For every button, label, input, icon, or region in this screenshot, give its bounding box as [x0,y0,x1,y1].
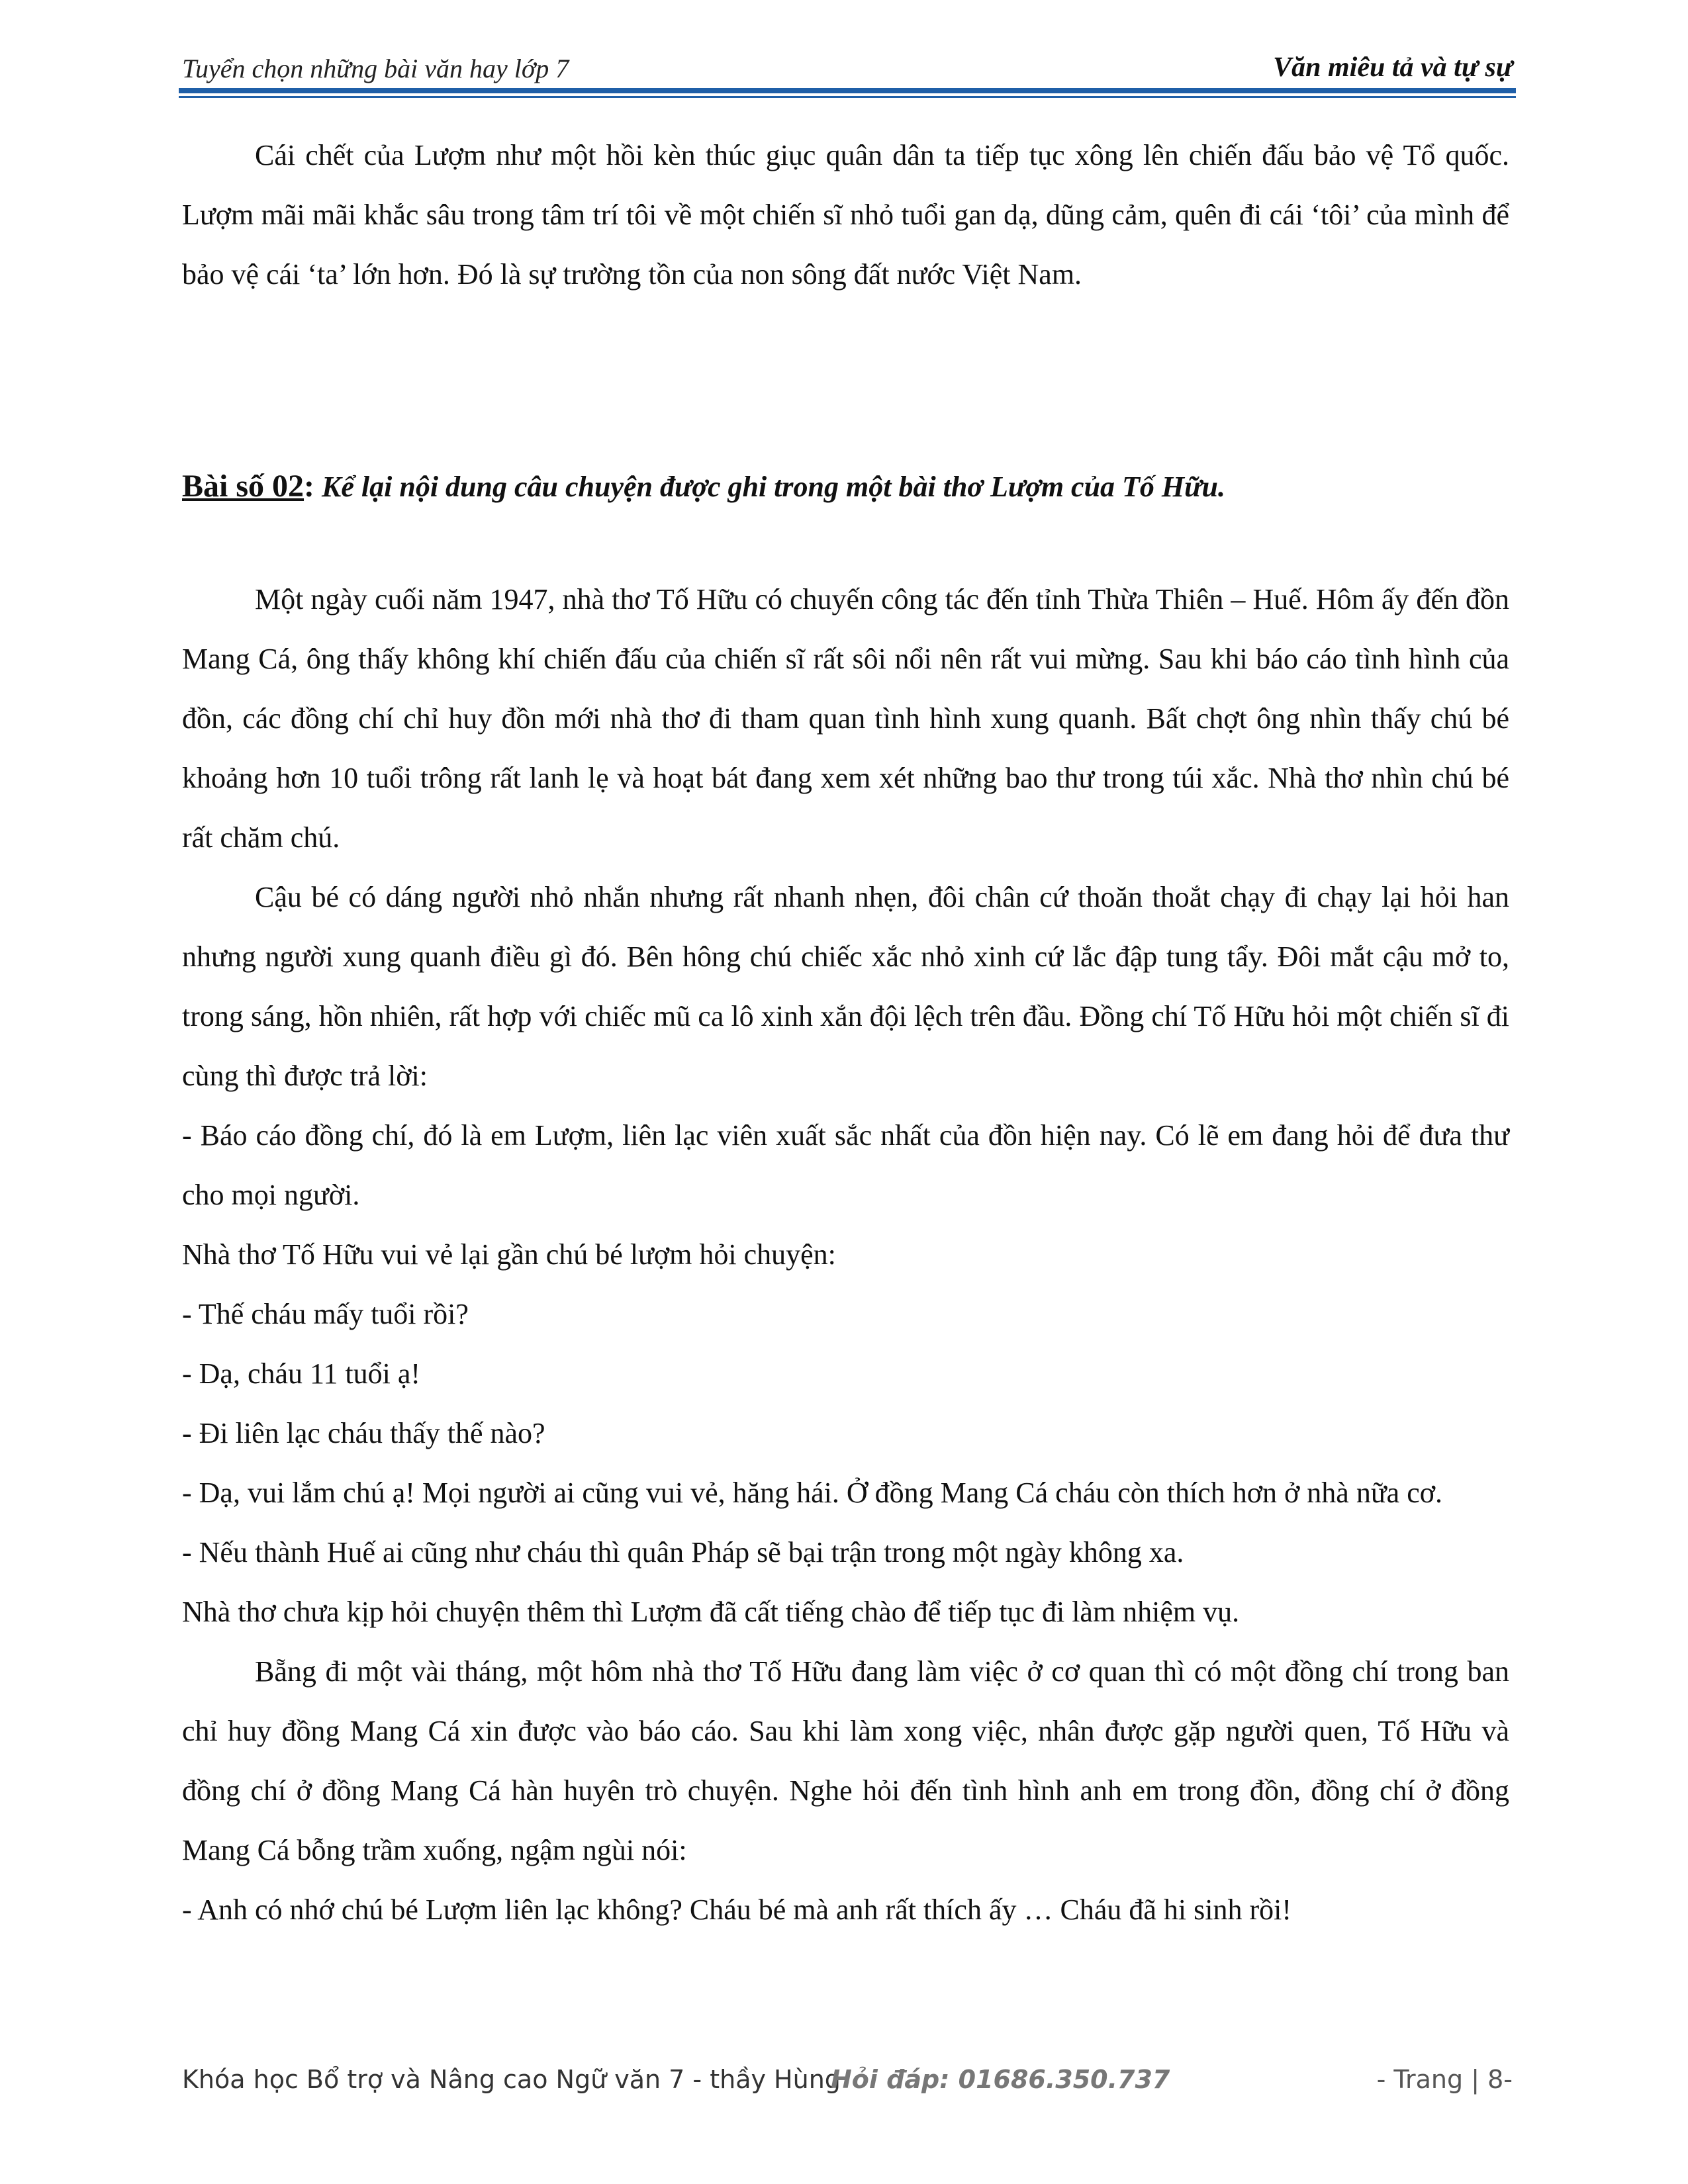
section-colon: : [304,469,315,504]
paragraph: Một ngày cuối năm 1947, nhà thơ Tố Hữu có chuyến công tác đến tỉnh Thừa Thiên – Huế. Hôm ấy đến đồn Mang Cá, ông thấy không khí chiến đấu của chiến sĩ rất sôi nổi nên rất vui mừng. Sau khi báo cáo tình hình của đồn, các đồng chí chỉ huy đồn mới nhà thơ đi tham quan tình hình xung quanh. Bất chợt ông nhìn thấy chú bé khoảng hơn 10 tuổi trông rất lanh lẹ và hoạt bát đang xem xét những bao thư trong túi xắc. Nhà thơ nhìn chú bé rất chăm chú. [182,583,1509,854]
page-content [182,126,1509,1940]
dialogue-line: - Dạ, vui lắm chú ạ! Mọi người ai cũng vui vẻ, hăng hái. Ở đồng Mang Cá cháu còn thích hơn ở nhà nữa cơ. [182,1477,1442,1509]
header-rule-thick [179,88,1516,93]
section-title [182,457,1509,517]
section-prompt: Kể lại nội dung câu chuyện được ghi trong một bài thơ Lượm của Tố Hữu. [322,471,1225,503]
header-book-title: Tuyển chọn những bài văn hay lớp 7 [182,54,569,83]
dialogue-line: - Nếu thành Huế ai cũng như cháu thì quân Pháp sẽ bại trận trong một ngày không xa. [182,1536,1184,1569]
section-number: Bài số 02 [182,469,305,504]
paragraph: Bẵng đi một vài tháng, một hôm nhà thơ Tố Hữu đang làm việc ở cơ quan thì có một đồng chí trong ban chỉ huy đồng Mang Cá xin được vào báo cáo. Sau khi làm xong việc, nhân được gặp người quen, Tố Hữu và đồng chí ở đồng Mang Cá hàn huyên trò chuyện. Nghe hỏi đến tình hình anh em trong đồn, đồng chí ở đồng Mang Cá bỗng trầm xuống, ngậm ngùi nói: [182,1655,1509,1866]
header-section-title: Văn miêu tả và tự sự [1273,52,1513,83]
dialogue-line: - Thế cháu mấy tuổi rồi? [182,1298,469,1330]
page-footer [182,2065,1513,2105]
dialogue-line: - Báo cáo đồng chí, đó là em Lượm, liên lạc viên xuất sắc nhất của đồn hiện nay. Có lẽ em đang hỏi để đưa thư cho mọi người. [182,1119,1509,1211]
narration-line: Nhà thơ Tố Hữu vui vẻ lại gần chú bé lượm hỏi chuyện: [182,1238,836,1271]
dialogue-line: - Anh có nhớ chú bé Lượm liên lạc không? Cháu bé mà anh rất thích ấy … Cháu đã hi sinh rồi! [182,1893,1291,1926]
header-rule-thin [179,96,1516,98]
intro-paragraph: Cái chết của Lượm như một hồi kèn thúc giục quân dân ta tiếp tục xông lên chiến đấu bảo vệ Tổ quốc. Lượm mãi mãi khắc sâu trong tâm trí tôi về một chiến sĩ nhỏ tuổi gan dạ, dũng cảm, quên đi cái ‘tôi’ của mình để bảo vệ cái ‘ta’ lớn hơn. Đó là sự trường tồn của non sông đất nước Việt Nam. [182,139,1509,291]
narration-line: Nhà thơ chưa kịp hỏi chuyện thêm thì Lượm đã cất tiếng chào để tiếp tục đi làm nhiệm vụ. [182,1596,1240,1628]
dialogue-line: - Dạ, cháu 11 tuổi ạ! [182,1357,421,1390]
footer-page-number: - Trang | 8- [1376,2065,1513,2094]
paragraph: Cậu bé có dáng người nhỏ nhắn nhưng rất nhanh nhẹn, đôi chân cứ thoăn thoắt chạy đi chạy lại hỏi han nhưng người xung quanh điều gì đó. Bên hông chú chiếc xắc nhỏ xinh cứ lắc đập tung tẩy. Đôi mắt cậu mở to, trong sáng, hồn nhiên, rất hợp với chiếc mũ ca lô xinh xắn đội lệch trên đầu. Đồng chí Tố Hữu hỏi một chiến sĩ đi cùng thì được trả lời: [182,881,1509,1092]
footer-course: Khóa học Bổ trợ và Nâng cao Ngữ văn 7 - thầy Hùng [182,2065,841,2094]
dialogue-line: - Đi liên lạc cháu thấy thế nào? [182,1417,545,1449]
footer-contact: Hỏi đáp: 01686.350.737 [831,2065,1170,2094]
